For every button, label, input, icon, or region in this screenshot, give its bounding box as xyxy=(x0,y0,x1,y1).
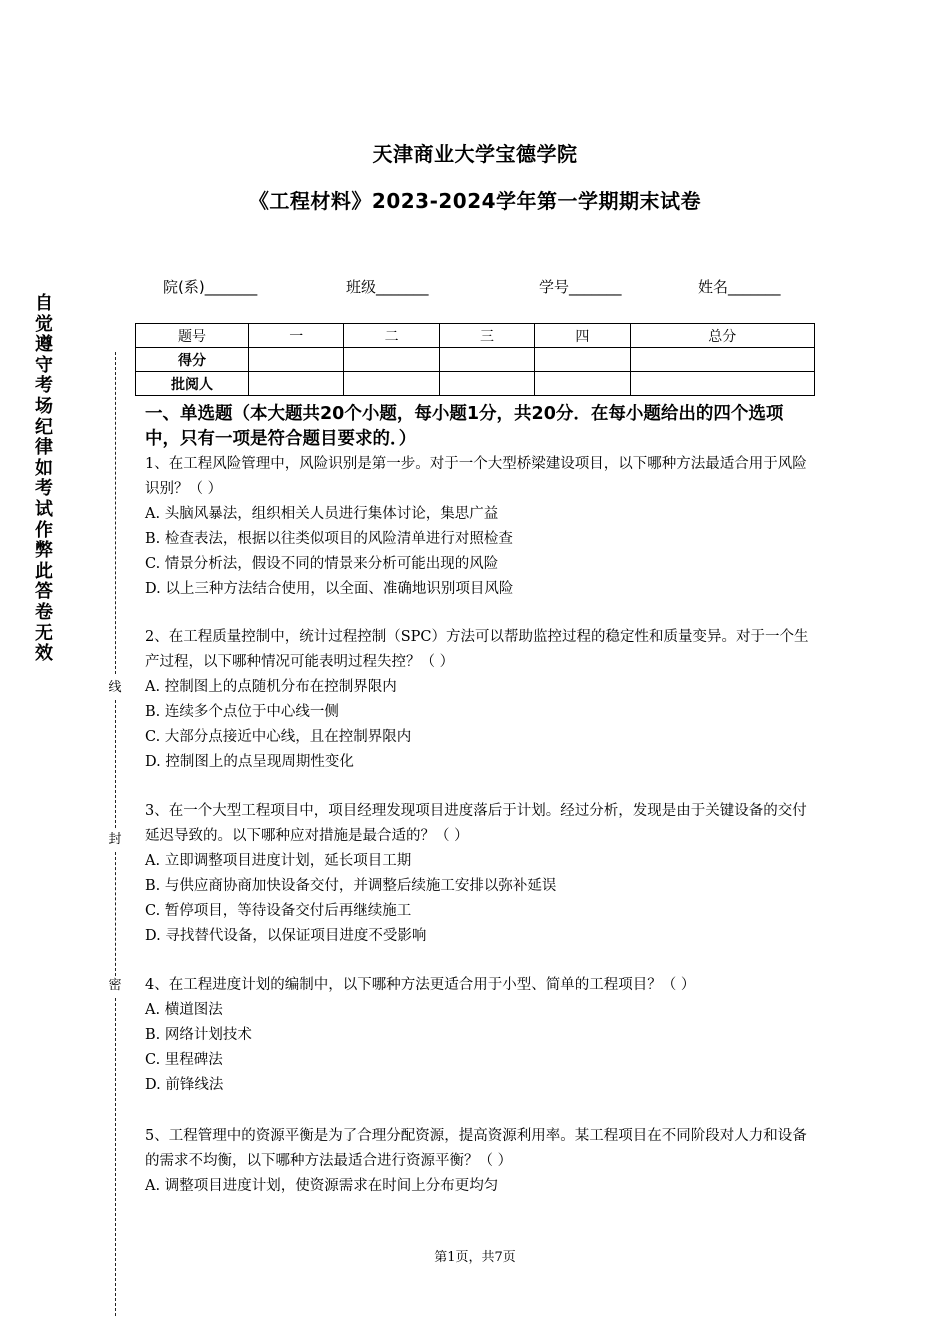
option-c[interactable]: C. 情景分析法，假设不同的情景来分析可能出现的风险 xyxy=(145,556,499,572)
binding-mark-seal: 封 xyxy=(105,832,125,848)
exam-discipline-notice: 自 觉 遵 守 考 场 纪 律 如 考 试 作 弊 此 答 卷 无 效 xyxy=(35,293,53,665)
table-header-cell: 四 xyxy=(535,324,630,348)
binding-mark-dense: 密 xyxy=(105,978,125,994)
option-b[interactable]: B. 连续多个点位于中心线一侧 xyxy=(145,704,339,720)
score-cell[interactable] xyxy=(249,348,344,372)
table-header-cell: 总分 xyxy=(630,324,814,348)
student-id-field: 学号_______ xyxy=(539,278,622,296)
score-table-header-row xyxy=(136,324,815,348)
question-5 xyxy=(145,1124,810,1199)
question-stem: 4、在工程进度计划的编制中，以下哪种方法更适合用于小型、简单的工程项目？（ ） xyxy=(145,977,696,993)
option-a[interactable]: A. 头脑风暴法，组织相关人员进行集体讨论，集思广益 xyxy=(145,506,499,522)
binding-dashed-line xyxy=(115,700,116,828)
grader-row xyxy=(136,372,815,396)
table-header-cell: 三 xyxy=(439,324,534,348)
binding-dashed-line xyxy=(115,998,116,1316)
score-cell[interactable] xyxy=(535,348,630,372)
page-number: 第1页，共7页 xyxy=(434,1250,516,1265)
grader-cell[interactable] xyxy=(630,372,814,396)
option-c[interactable]: C. 里程碑法 xyxy=(145,1052,223,1068)
name-field: 姓名_______ xyxy=(698,278,781,296)
option-d[interactable]: D. 寻找替代设备，以保证项目进度不受影响 xyxy=(145,928,427,944)
section-title: 一、单选题（本大题共20个小题，每小题1分，共20分．在每小题给出的四个选项中，只有一项是符合题目要求的．） xyxy=(145,404,784,449)
grader-cell[interactable] xyxy=(344,372,439,396)
option-a[interactable]: A. 控制图上的点随机分布在控制界限内 xyxy=(145,679,397,695)
question-4 xyxy=(145,973,810,1098)
score-cell[interactable] xyxy=(630,348,814,372)
school-title: 天津商业大学宝德学院 xyxy=(372,142,578,166)
table-header-cell: 二 xyxy=(344,324,439,348)
grader-cell[interactable] xyxy=(535,372,630,396)
option-b[interactable]: B. 检查表法，根据以往类似项目的风险清单进行对照检查 xyxy=(145,531,513,547)
grader-cell[interactable] xyxy=(439,372,534,396)
question-3 xyxy=(145,799,810,949)
binding-dashed-line xyxy=(115,852,116,976)
score-cell[interactable] xyxy=(439,348,534,372)
question-2 xyxy=(145,625,810,775)
score-table xyxy=(135,323,815,396)
binding-mark-line: 线 xyxy=(105,680,125,696)
exam-title: 《工程材料》2023-2024学年第一学期期末试卷 xyxy=(248,189,702,213)
question-stem: 5、工程管理中的资源平衡是为了合理分配资源，提高资源利用率。某工程项目在不同阶段对人力和设备的需求不均衡，以下哪种方法最适合进行资源平衡？（ ） xyxy=(145,1128,807,1169)
option-b[interactable]: B. 网络计划技术 xyxy=(145,1027,252,1043)
table-header-cell: 一 xyxy=(249,324,344,348)
option-d[interactable]: D. 前锋线法 xyxy=(145,1077,224,1093)
question-stem: 3、在一个大型工程项目中，项目经理发现项目进度落后于计划。经过分析，发现是由于关键设备的交付延迟导致的。以下哪种应对措施是最合适的？（ ） xyxy=(145,803,807,844)
question-stem: 2、在工程质量控制中，统计过程控制（SPC）方法可以帮助监控过程的稳定性和质量变异。对于一个生产过程，以下哪种情况可能表明过程失控？（ ） xyxy=(145,629,809,670)
option-a[interactable]: A. 调整项目进度计划，使资源需求在时间上分布更均匀 xyxy=(145,1178,499,1194)
question-1 xyxy=(145,452,810,602)
score-cell[interactable] xyxy=(344,348,439,372)
question-stem: 1、在工程风险管理中，风险识别是第一步。对于一个大型桥梁建设项目，以下哪种方法最适合用于风险识别？（ ） xyxy=(145,456,807,497)
department-field: 院(系)_______ xyxy=(163,278,258,296)
option-c[interactable]: C. 大部分点接近中心线，且在控制界限内 xyxy=(145,729,412,745)
option-a[interactable]: A. 横道图法 xyxy=(145,1002,223,1018)
class-field: 班级_______ xyxy=(346,278,429,296)
option-c[interactable]: C. 暂停项目，等待设备交付后再继续施工 xyxy=(145,903,412,919)
score-row-label: 得分 xyxy=(136,348,249,372)
binding-dashed-line xyxy=(115,352,116,674)
option-a[interactable]: A. 立即调整项目进度计划，延长项目工期 xyxy=(145,853,412,869)
option-d[interactable]: D. 以上三种方法结合使用，以全面、准确地识别项目风险 xyxy=(145,581,514,597)
grader-row-label: 批阅人 xyxy=(136,372,249,396)
grader-cell[interactable] xyxy=(249,372,344,396)
score-row xyxy=(136,348,815,372)
table-header-cell: 题号 xyxy=(136,324,249,348)
option-d[interactable]: D. 控制图上的点呈现周期性变化 xyxy=(145,754,354,770)
option-b[interactable]: B. 与供应商协商加快设备交付，并调整后续施工安排以弥补延误 xyxy=(145,878,557,894)
